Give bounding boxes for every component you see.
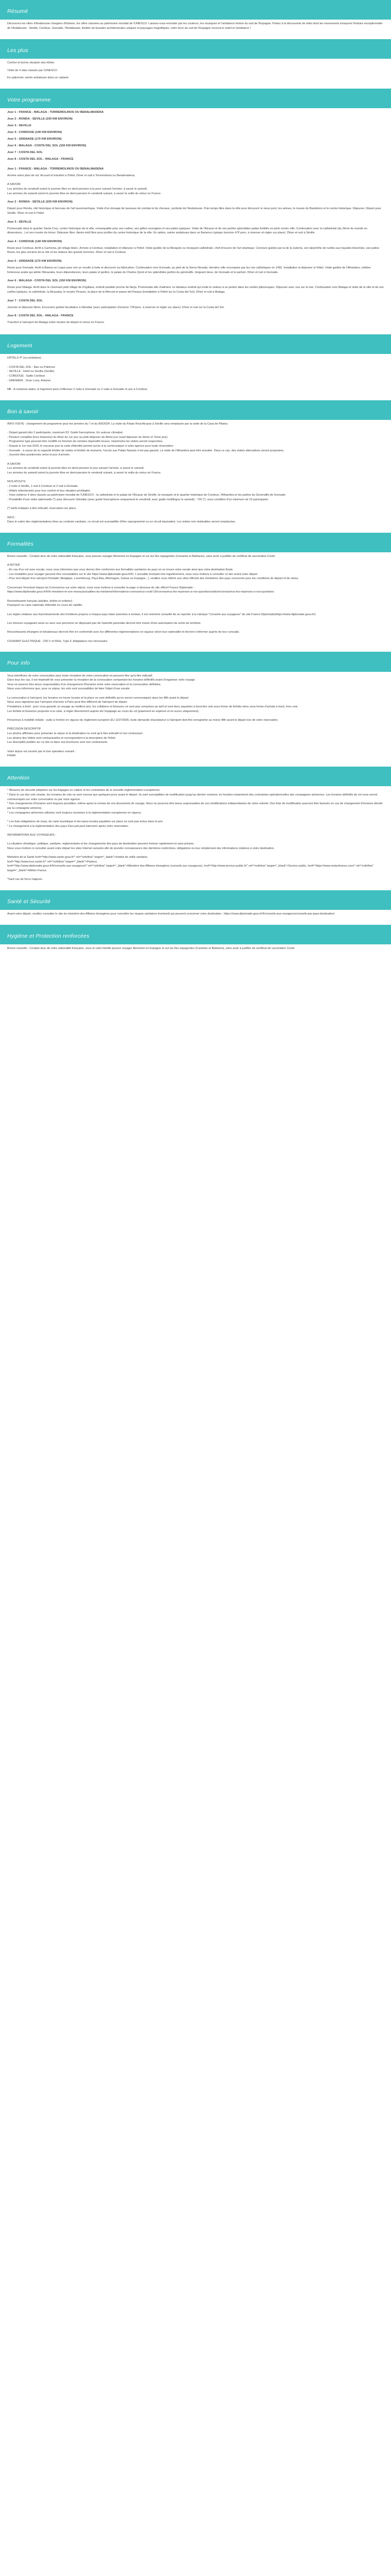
day-text: Arrivée selon plan de vol. Accueil et transfert à l'hôtel. Dîner et nuit à Torremolinos ou Benalmadena. A SAVOIR Les arrivées du vendredi soient le journée libre en demi-pension à la pour suivant l'arrivée, à savoir le samedi. Les arrivées du samedi soient le journée libre en demi-pension le vendredi suivant, à savoir la veille du retour en France. <box>7 174 161 195</box>
day-text: Route pour Grenade. Arrêt à Baena ou Luque pour voir un moulin à huile et découvrir sa fabrication. Continuation vers Grenade, au pied de la Sierra Nevada, dernière ville reconquise par les rois catholiques en 1492. Installation et déjeuner à l'hôtel. Visite guidée de l'Alhambra, célèbre forteresse arabe qui abrite l'Alcazaba, leurs dépendances, leurs palais et jardins, le palais de Charles Quint et les splendides jardins du généralife, longeant deux, de Grenade et le parfum. Dîner et nuit à Grenade. <box>7 266 371 274</box>
programme-summary-item: Jour 3 : SEVILLE <box>7 124 31 128</box>
section-bon-a-savoir <box>0 420 391 533</box>
day-heading: Jour 4 : CORDOUE (140 KM ENVIRON) <box>7 240 62 243</box>
programme-summary-item: Jour 2 : RONDA - SEVILLE (230 KM ENVIRON) <box>7 117 73 121</box>
section-logement <box>0 354 391 400</box>
programme-summary-item: Jour 4 : CORDOUE (140 KM ENVIRON) <box>7 131 62 134</box>
section-resume <box>0 20 391 39</box>
logement-text: HÔTELS 4* (ou similaires) : - COSTA DEL SOL : Ilian ou Palomos - SEVILLE : Hotel ou Sevilla (Seville) - CORDOUE : Sallie Cordoue - GRENADE : Gran Luna, Antares NB : A certaines dates, le logement peut s'effectuer 2 nuits à Grenade ou 2 nuits à Grenade et une à Cordoue. <box>7 357 148 391</box>
day-heading: Jour 5 : GRENADE (170 KM ENVIRON) <box>7 260 62 263</box>
section-attention <box>0 786 391 890</box>
section-pour-info <box>0 672 391 767</box>
programme-summary-item: Jour 8 : COSTA DEL SOL - MALAGA - FRANCE <box>7 157 74 161</box>
section-title-attention: Attention <box>0 767 391 786</box>
resume-text: Découvrez les villes d'Andalousie chargées d'histoire, les villes classées au patrimoine mondial de l'UNESCO. Laissez-vous envoûter par les couleurs, les musiques et l'ambiance festive du sud de l'Espagne. Partez à la découverte de villes dont les monuments évoquent l'histoire exceptionnelle de l'Andalousie : Séville, Cordoue, Grenade, l'Andalousie, théâtre de beautés architecturales uniques et paysages magnifiques, votre terre du sud de l'Espagne recevra le soleil et l'ambiance ! <box>7 22 383 30</box>
day-heading: Jour 2 : RONDA - SEVILLE (230 KM ENVIRON) <box>7 200 73 204</box>
section-programme <box>0 108 391 334</box>
section-title-resume: Résumé <box>0 0 391 20</box>
pour-info-text: Vous bénéficiez de votre convocation pour toute réception de votre convocation ne peuvent être qu'à titre indicatif. Dans tous les cas, il est impératif de vous présenter la réception de la convocation comportant les horaires définitifs avant d'organiser votre voyage. Vous ne pourrez être tenus responsables d'un changement d'horaires entre votre réservation et la convocation définitive. Nous vous informons que, pour ce séjour, les vols sont susceptibles de faire l'objet d'une escale. La convocation à l'aéroport, les horaires en heure locales et la place ne sont définitifs qu'un seront communiqués dans les 48h avant le départ. Nous vous signalons que l'aéroport d'arrivée à Paris peut être différent de l'aéroport de départ. Prestations à bord : pour vous garantir un voyage au meilleur prix, les collations et boissons ne sont pas comprises au tarif et sont donc payantes à bord des vols sous forme de forfaits et/ou sous forme d'achats à bord, hors vols. Les forfaits et boissons proposés à la carte, à régler directement auprès de l'équipage au cours du vol (paiement en espèces et en euros uniquement). Personnes à mobilité réduite : suite à l'entrée en vigueur du règlement européen EU 1107/2006, toute demande d'assistance à l'aéroport doit être enregistrée au moins 48h avant le départ lors de votre réservation. PRÉCISION DESCRIPTIF Les photos affichées pour présenter le séjour et la destination ne sont qu'à titre indicatif et non contractuel. Les photos des hôtels sont contractuelles et correspondent à la description de l'hôtel. Les descriptifs publiés sur ce site et dans nos brochures sont non contractuels. Votre séjour est soumis par le tour opérateur suivant : FRAM <box>7 674 299 758</box>
sante-text: Avant votre départ, veuillez consulter le site du ministère des Affaires étrangères pour connaître les risques sanitaires éventuels qui peuvent concerner votre destination : https://www.diplomatie.gouv.fr/fr/conseils-aux-voyageurs/conseils-par-pays-destination/ <box>7 912 335 916</box>
attention-text: * Mesures de sécurité adoptées sur les bagages en cabine et les contraintes de la nouvelle réglementation européenne. * Dans le cas des vols charter, les horaires de vols ne sont connus que quelques jours avant le départ. Ils sont susceptibles de modification jusqu'au dernier moment, en fonction notamment des contraintes opérationnelles des compagnies aériennes. Les horaires définitifs de vol vous seront communiqués sur votre convocation ou par votre agence. * Des changements d'horaires sont toujours possibles, même après la remise de vos documents de voyage. Nous ne pouvons être tenus responsables de ces modifications indépendantes de notre volonté. Des frais de modification pourront être facturés en cas de changement d'horaires décidé par la compagnie aérienne. * Les compagnies aériennes utilisées sont toujours soumises à la réglementation européenne en vigueur. * Les frais obligatoires de visas, de carte touristique et les taxes locales payables sur place ne sont pas inclus dans le prix. * Le changement à la réglementation des pays d'accueil peut intervenir après votre réservation. INFORMATIONS AUX VOYAGEURS : La situation climatique, politique, sanitaire, réglementaire et les changements des pays de destination peuvent évoluer rapidement et sans préavis. Nous vous invitons à consulter avant votre départ les sites Internet suivants afin de prendre connaissance des dernières restrictions, obligations ou leur simplement des informations relatives à votre destination. Ministère de la Santé href="http://www.sante.gouv.fr/" rel="nofollow" target="_blank">Institut de veille sanitaire, href="http://www.invs.sante.fr/" rel="nofollow" target="_blank">Pasteur, href="http://www.diplomatie.gouv.fr/fr/conseils-aux-voyageurs/" rel="nofollow" target="_blank">Ministère des Affaires étrangères (conseils aux voyageurs), href="http://www.service-public.fr/" rel="nofollow" target="_blank">Service public, href="https://www.meteofrance.com/" rel="nofollow" target="_blank">Météo France. *Sauf cas de force majeure. <box>7 789 383 882</box>
day-heading: Jour 3 : SEVILLE <box>7 220 31 224</box>
day-text: Route pour Cordoue. Arrêt à Carmona, joli village blanc. Arrivée à Cordoue, installation et déjeuner à l'hôtel. Visite guidée de la Mosquée ou mosquée-cathédrale, chef-d'oeuvre de l'art islamique. Conclure guidée par la de la Judería, son labyrinthe de ruelles aux façades blanchies, ses patios fleuris, les plus anciens de la cité et les statues des grands hommes. Dîner et nuit à Cordoue. <box>7 246 380 255</box>
bon-a-savoir-text: INFO VISITE : changement de programme pour les arrivées du 7 et du 8/6/2024. La visite du Palais Real Alcazar à Séville sera remplacée par la visite de la Casa de Pilatos. - Départ garanti dès 2 participants, maximum 53. Guide francophone. En autocar climatisé. - Pension complète (hors boissons) du dîner du 1er jour au petit déjeuner du 8ème jour (sauf déjeuner du 3ème et 7ème jour). - Programme type pouvant être modifié en fonction de certains impératifs locaux, néanmoins les visites seront respectées. - Depuis le 1er mai 2020, le nouveau jour la carte d'identité permet accès à la communiquer à votre agence pour toute réservation. - Grenade : à cause de la capacité limitée de visites et limitée de tourisme, l'accès aux Palais Nasaris n'est pas garanti. La visite de l'Alhambra peut être annulée. Dans ce cas, des visites alternatives seront proposées. - Journée libre positionnée selon le jour d'arrivée. A SAVOIR Les arrivées du vendredi soient la journée libre en demi-pension le jour suivant l'arrivée, à savoir le samedi. Les arrivées du samedi soient la journée libre en demi-pension le vendredi suivant, à savoir la veille du retour en France. NOS ATOUTS - 2 nuits à Séville, 1 nuit à Cordoue et 2 nuit à Grenade. - Hôtels sélectionnés pour leur confort et leur situation privilégiée. - Vous visiterez 4 sites classés au patrimoine mondial de l'UNESCO : la cathédrale et le palais de l'Alcazar de Séville, la mosquée et le quartier historique de Cordoue, l'Alhambra et les jardins du Generalife de Grenade. - Possibilité d'une visite optionnelle (*) pour découvrir Gibraltar (avec guide francophone uniquement le vendredi, avec guide multilingue le samedi) - 72€ (*), sous condition d'un minimum de 15 participants. (*) tarifs indiqués à titre indicatif, réservation sur place. INFO : Dans le cadre des réglementations liées au contexte sanitaire, ce circuit est susceptible d'être reprogrammé ou un circuit équivalent. Les visites non réalisables seront remplacées. <box>7 422 286 524</box>
day-text: Promenade dans le quartier Santa Cruz, centre historique de la ville, remarquable pour ses ruelles, ses grilles ouvragées et ses patios typiques. Visite de l'Alcazar et de ses jardins splendides palais fortifiés en plein centre ville. Continuation avec la cathédrale (du 3ème du monde en dimensions...) et son musée du trésor. Déjeuner libre. Après-midi libre pour profiter du centre historique de la ville. En option, soirée andalouse dans un flamenco typique (environ 47€ pers. à réserver et régler sur place). Dîner et nuit à Séville. <box>7 227 368 235</box>
section-hygiene <box>0 944 391 959</box>
programme-summary-item: Jour 1 : FRANCE - MALAGA - TORREMOLINOS OU BENALMADENA <box>7 111 104 114</box>
section-title-formalites: Formalités <box>0 533 391 552</box>
programme-summary-item: Jour 7 : COSTA DEL SOL <box>7 150 43 154</box>
section-title-pour-info: Pour info <box>0 652 391 671</box>
section-title-programme: Votre programme <box>0 89 391 108</box>
section-title-bon-a-savoir: Bon à savoir <box>0 400 391 420</box>
plus-item: En optionnel, soirée andalouse dans un cabaret <box>7 76 69 80</box>
section-title-sante: Santé et Sécurité <box>0 890 391 910</box>
section-plus <box>0 59 391 89</box>
day-text: Journée et déjeuner libres. Excursion guidée facultative à Gibraltar (avec participation d'environ 72€/pers. à réserver et régler sur place). Dîner et nuit sur la Costa del Sol. <box>7 306 225 309</box>
section-sante <box>0 910 391 925</box>
day-heading: Jour 8 : COSTA DEL SOL - MALAGA - FRANCE <box>7 314 74 318</box>
day-text: Transfert à l'aéroport de Malaga selon horaire de départ et retour en France. <box>7 321 105 325</box>
programme-summary-item: Jour 6 : MALAGA - COSTA DEL SOL (150 KM ENVIRON) <box>7 144 86 147</box>
hygiene-text: Bonne nouvelle : Compte tenu de votre nationalité française, vous et votre famille pouvez voyager librement en Espagne et sur les îles espagnoles (Canaries et Baléares), sans avoir à justifier de certificat de vaccination Covid. <box>7 947 295 951</box>
section-title-hygiene: Hygiène et Protection renforcées <box>0 925 391 944</box>
section-formalites <box>0 552 391 652</box>
plus-item: Confort et bonne situation des hôtels <box>7 61 55 64</box>
plus-item: Visite de 4 sites classés par l'UNESCO <box>7 69 57 72</box>
formalites-text: Bonne nouvelle : Compte tenu de votre nationalité française, vous pouvez voyager librement en Espagne et sur les îles espagnoles (Canaries et Baléares), sans avoir à justifier de certificat de vaccination Covid. A NOTER - En cas d'un vol avec escale, nous vous informons que vous devrez être conformes aux formalités sanitaires du pays où se trouve votre escale ainsi que votre destination finale. - Les modalités pour voyager peuvent être consultables sur le site https://www.diplomatie.gouv.fr/fr/. L'actualité évoluant très régulièrement, nous vous invitons à consulter ce lien avant votre départ. - Pour tout départ d'un aéroport frontalier (Belgique, Luxembourg, Pays-Bas, Allemagne, Suisse ou Espagne...), veuillez vous référer aux sites officiels des ministères des pays concernés pour les conditions de départ et de retour. Concernant l'éventuel impact du Coronavirus sur votre séjour, nous vous invitons à consulter la page ci-dessous du site officiel France Diplomatie : https://www.diplomatie.gouv.fr/fr/le-ministere-et-son-reseau/actualites-du-ministere/informations-coronavirus-covid-19/coronavirus-les-reponses-a-vos-questions/article/coronavirus-les-reponses-a-vos-questions Ressortissants français (adultes, bébés et enfants) : Passeport ou carte nationale d'identité en cours de validité. Les règles relatives aux franchissements des frontières propres à chaque pays étant amenées à évoluer, il est vivement conseillé de se reporter à la rubrique "Conseils aux voyageurs" du site France Diplomatie(https://www.diplomatie.gouv.fr/) Les mineurs voyageant seuls ou avec une personne ne disposant pas de l'autorité parentale devront être munis d'une autorisation de sortie de territoire. Ressortissants étrangers et binationaux devront être en conformité avec les différentes réglementations en vigueur selon leur nationalité et devront s'informer auprès de leur consulat. COURANT ELECTRIQUE : 230 V et 50Hz, Type F. Adaptateur non nécessaire. <box>7 555 316 643</box>
day-heading: Jour 7 : COSTA DEL SOL <box>7 299 43 302</box>
day-heading: Jour 6 : MALAGA - COSTA DEL SOL (150 KM ENVIRON) <box>7 279 86 283</box>
section-title-logement: Logement <box>0 334 391 354</box>
programme-summary-item: Jour 5 : GRENADE (170 KM ENVIRON) <box>7 138 62 141</box>
day-text: Départ pour Ronda, cité historique et berceau de l'art tauromachique. Visite d'un élevage de taureaux de combat et de chevaux, symbole de l'Andalousie. Puis temps libre dans la ville pour découvrir le vieux pont, les arènes, le musée du Bandolero et le centre historique. Déjeuner. Départ pour Séville. Dîner et nuit à l'hôtel. <box>7 207 381 215</box>
day-heading: Jour 1 : FRANCE - MALAGA - TORREMOLINOS OU BENALMADENA <box>7 167 104 171</box>
section-title-plus: Les plus <box>0 39 391 59</box>
page <box>0 0 391 959</box>
day-text: Route pour Malaga. Arrêt dans le charmant petit village de Frigiliana, endroit paisible proche de Nerja. Promenade afin d'admirer ce fabuleux endroit qui invite le visiteur à se perdre dans les ruelles pittoresques. Déjeuner avec vue sur la mer. Continuation vers Malaga et visite de la ville et de ses ruelles typiques, la cathédrale, la Alcazaba, le musée Picasso, la place de la Merced et paseo del Parque (installation à l'hôtel sur la Costa del Sol). Dîner et nuit à Malaga. <box>7 286 384 294</box>
